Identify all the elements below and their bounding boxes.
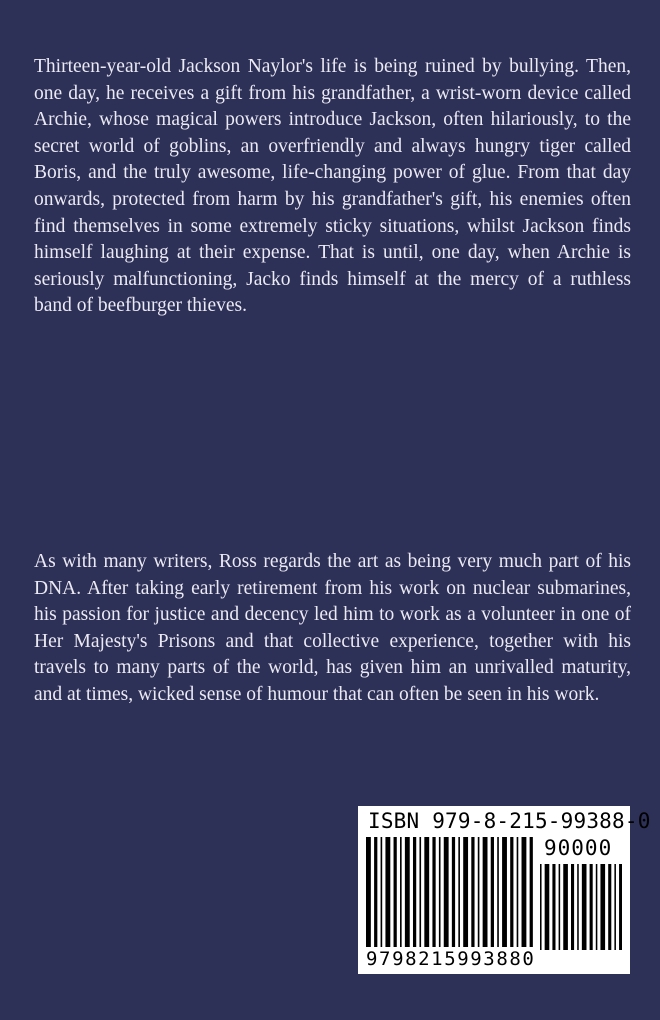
barcode-bar (381, 837, 383, 947)
barcode-digit: 5 (444, 948, 456, 970)
barcode-digit: 3 (483, 948, 495, 970)
barcode-bar (582, 864, 587, 950)
barcode-bar (400, 837, 402, 947)
isbn-label: ISBN 979-8-215-99388-0 (368, 809, 651, 833)
barcode-digit: 2 (418, 948, 430, 970)
barcode-bar (545, 864, 550, 950)
barcode-bar (600, 864, 605, 950)
barcode-bar (491, 837, 494, 947)
barcode-bars (366, 837, 534, 955)
barcode-bar (608, 864, 611, 950)
barcode-bar (483, 837, 488, 947)
barcode-bar (452, 837, 455, 947)
isbn-barcode (358, 806, 651, 974)
barcode-bar (614, 864, 616, 950)
barcode-bar (619, 864, 622, 950)
barcode-bar (444, 837, 449, 947)
barcode-bar (439, 837, 441, 947)
price-code: 90000 (544, 836, 613, 860)
barcode-bar (419, 837, 421, 947)
barcode-digit: 9 (470, 948, 482, 970)
barcode-bar (522, 837, 527, 947)
barcode-bar (517, 837, 519, 947)
barcode-digit: 8 (509, 948, 521, 970)
barcode-digits (366, 948, 534, 970)
barcode-digit: 8 (405, 948, 417, 970)
barcode-bar (559, 864, 561, 950)
price-code-bars (540, 864, 622, 956)
barcode-bar (577, 864, 579, 950)
barcode-bar (385, 837, 390, 947)
barcode-digit: 1 (431, 948, 443, 970)
barcode-digit: 8 (496, 948, 508, 970)
barcode-bar (530, 837, 533, 947)
barcode-bar (366, 837, 371, 947)
barcode-bar (413, 837, 416, 947)
synopsis-paragraph: Thirteen-year-old Jackson Naylor's life is being ruined by bullying. Then, one day, he receives a gift from his grandfather, a wrist-worn device called Archie, whose magical powers introduce Jackson, often hilariously, to the secret world of goblins, an overfriendly and always hungry tiger called Boris, and the truly awesome, life-changing power of glue. From that day onwards, protected from harm by his grandfather's gift, his enemies often find themselves in some extremely sticky situations, whilst Jackson finds himself laughing at their expense. That is until, one day, when Archie is seriously malfunctioning, Jacko finds himself at the mercy of a ruthless band of beefburger thieves. (34, 56, 631, 317)
barcode-bar (540, 864, 542, 950)
barcode-bar (571, 864, 574, 950)
barcode-digit: 9 (392, 948, 404, 970)
barcode-bar (405, 837, 410, 947)
barcode-bar (374, 837, 377, 947)
barcode-bar (596, 864, 598, 950)
barcode-digit: 9 (457, 948, 469, 970)
barcode-bar (478, 837, 480, 947)
author-bio-paragraph: As with many writers, Ross regards the art as being very much part of his DNA. After taking early retirement from his work on nuclear submarines, his passion for justice and decency led him to work as a volunteer in one of Her Majesty's Prisons and that collective experience, together with his travels to many parts of the world, has given him an unrivalled maturity, and at times, wicked sense of humour that can often be seen in his work. (34, 551, 631, 705)
barcode-bar (502, 837, 507, 947)
barcode-bar (424, 837, 429, 947)
barcode-bar (563, 864, 568, 950)
barcode-digit: 0 (522, 948, 534, 970)
barcode-bar (471, 837, 474, 947)
barcode-bar (458, 837, 460, 947)
barcode-bar (394, 837, 397, 947)
barcode-digit: 7 (379, 948, 391, 970)
barcode-bar (552, 864, 555, 950)
barcode-bar (510, 837, 513, 947)
barcode-bar (590, 864, 593, 950)
barcode-digit: 9 (366, 948, 378, 970)
barcode-bar (497, 837, 499, 947)
barcode-bar (432, 837, 435, 947)
barcode-bar (463, 837, 468, 947)
